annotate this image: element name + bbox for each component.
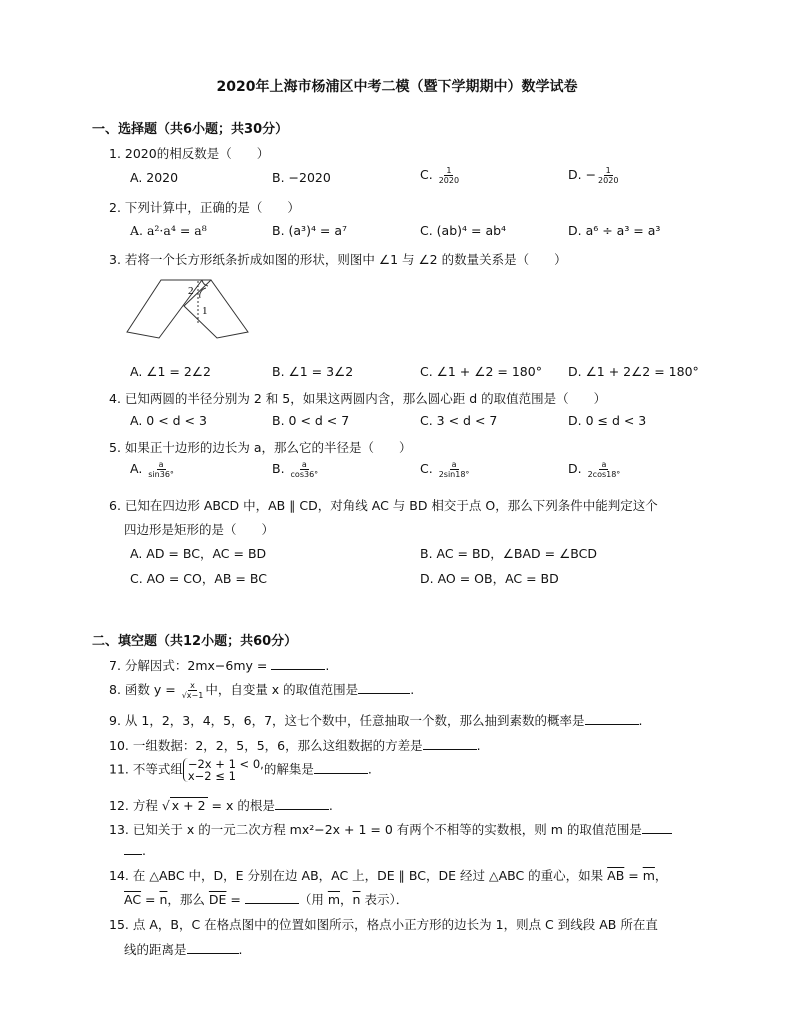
q2-option-c: C. (ab)⁴ = ab⁴ [420, 223, 507, 238]
q5-option-c [420, 460, 471, 479]
q14-hint-open: （用 [298, 892, 328, 907]
q14-eq-2: = [141, 892, 160, 907]
q5-option-a [130, 460, 176, 479]
q11-text-2: 的解集是 [263, 761, 314, 777]
q14-vector-m: $\overline{m}$ [642, 868, 655, 883]
question-13-line1 [109, 820, 672, 838]
q14-vector-de: $\overline{DE}$ [208, 892, 227, 907]
q14-eq-3: = [226, 892, 245, 907]
q5-d-num: a [601, 460, 607, 469]
question-8 [109, 680, 414, 700]
q8-end: . [410, 682, 415, 697]
q9-text: 9. 从 1，2，3，4，5，6，7，这七个数中，任意抽取一个数，那么抽到素数的概率是 [109, 713, 585, 728]
q3-option-b: B. ∠1 = 3∠2 [272, 364, 354, 379]
angle-2-label: 2 [188, 285, 194, 297]
q1-c-den: 2020 [438, 176, 460, 185]
q11-text: 11. 不等式组 [109, 761, 183, 777]
question-7 [109, 656, 329, 674]
q3-option-d: D. ∠1 + 2∠2 = 180° [568, 364, 699, 379]
question-12 [109, 796, 333, 814]
q11-answer-blank[interactable] [314, 772, 368, 774]
strip-right-part [184, 280, 248, 338]
question-6-stem-line2: 四边形是矩形的是（ ） [124, 522, 275, 537]
q8-text-2: 中，自变量 x 的取值范围是 [205, 682, 359, 697]
q14-text: 14. 在 △ABC 中，D，E 分别在边 AB，AC 上，DE ∥ BC，DE 经过 △ABC 的重心，如果 [109, 868, 608, 883]
q2-option-d: D. a⁶ ÷ a³ = a³ [568, 223, 661, 238]
q5-b-prefix: B. [272, 461, 289, 476]
q8-den: √x−1 [181, 691, 204, 700]
question-3-stem: 3. 若将一个长方形纸条折成如图的形状，则图中 ∠1 与 ∠2 的数量关系是（ ） [109, 252, 567, 267]
q9-answer-blank[interactable] [585, 723, 639, 725]
q14-then: ，那么 [167, 892, 209, 907]
q14-hint-close: 表示）． [360, 892, 409, 907]
q5-option-b [272, 460, 320, 479]
q5-d-fraction [586, 460, 623, 479]
q1-option-a: A. 2020 [130, 170, 179, 185]
sqrt-symbol: √ [161, 798, 170, 813]
question-14-line2 [124, 890, 408, 908]
q14-comma-1: ， [654, 868, 668, 883]
q5-d-prefix: D. [568, 461, 586, 476]
q10-text: 10. 一组数据：2，2，5，5，6，那么这组数据的方差是 [109, 738, 423, 753]
q6-option-b: B. AC = BD，∠BAD = ∠BCD [420, 546, 597, 561]
q4-option-d: D. 0 ≤ d < 3 [568, 413, 647, 428]
question-9 [109, 711, 643, 729]
q8-num: x [190, 681, 195, 690]
q7-answer-blank[interactable] [271, 668, 325, 670]
q5-option-d [568, 460, 622, 479]
question-11 [109, 758, 372, 782]
q1-option-d-fraction [596, 166, 620, 185]
q14-hint-vector-n: $\overline{n}$ [352, 892, 361, 907]
angle-2-arc [202, 280, 208, 286]
q2-option-b: B. (a³)⁴ = a⁷ [272, 223, 348, 238]
q5-c-fraction [437, 460, 472, 479]
q12-end: . [328, 798, 333, 813]
q6-option-c: C. AO = CO，AB = BC [130, 571, 267, 586]
q14-hint-sep: ， [340, 892, 353, 907]
q14-answer-blank[interactable] [245, 902, 299, 904]
q12-text: 12. 方程 [109, 798, 162, 813]
question-5-stem: 5. 如果正十边形的边长为 a，那么它的半径是（ ） [109, 440, 412, 455]
q14-vector-n: $\overline{n}$ [159, 892, 168, 907]
question-1-stem: 1. 2020的相反数是（ ） [109, 146, 270, 161]
question-13-line2 [124, 843, 146, 858]
q5-a-den: sin36° [148, 470, 174, 479]
q5-b-num: a [301, 460, 307, 469]
q1-option-c [420, 166, 461, 185]
q6-option-a: A. AD = BC，AC = BD [130, 546, 267, 561]
question-15-line1: 15. 点 A，B，C 在格点图中的位置如图所示，格点小正方形的边长为 1，则点 C 到线段 AB 所在直 [109, 917, 658, 932]
q3-option-a: A. ∠1 = 2∠2 [130, 364, 211, 379]
q4-option-a: A. 0 < d < 3 [130, 413, 207, 428]
q13-answer-blank-cont[interactable] [124, 853, 142, 855]
q13-end: . [142, 843, 146, 858]
q5-a-num: a [158, 460, 164, 469]
q1-option-c-prefix: C. [420, 167, 437, 182]
q7-end: . [325, 658, 330, 673]
q5-a-prefix: A. [130, 461, 147, 476]
q11-ineq-1: −2x + 1 < 0, [187, 757, 264, 771]
q6-option-d: D. AO = OB，AC = BD [420, 571, 559, 586]
q8-fraction [180, 681, 206, 700]
section-fill-heading: 二、填空题（共12小题；共60分） [92, 634, 298, 649]
q5-c-prefix: C. [420, 461, 437, 476]
q14-vector-ab: $\overline{AB}$ [607, 868, 625, 883]
section-choice-heading: 一、选择题（共6小题；共30分） [92, 122, 289, 137]
q14-hint-vector-m: $\overline{m}$ [327, 892, 341, 907]
q14-vector-ac: $\overline{AC}$ [124, 892, 142, 907]
question-2-stem: 2. 下列计算中，正确的是（ ） [109, 200, 300, 215]
q1-d-den: 2020 [598, 176, 619, 185]
q5-b-fraction [289, 460, 321, 479]
q10-answer-blank[interactable] [423, 748, 477, 750]
q15-text-2: 线的距离是 [124, 942, 187, 957]
q4-option-c: C. 3 < d < 7 [420, 413, 498, 428]
q10-end: . [476, 738, 481, 753]
q11-ineq-2: x−2 ≤ 1 [187, 769, 236, 783]
folded-paper-strip-figure [124, 276, 254, 340]
q1-option-b: B. −2020 [272, 170, 331, 185]
q12-text-2: = x 的根是 [207, 798, 275, 813]
q13-answer-blank[interactable] [642, 832, 672, 834]
angle-1-label: 1 [202, 305, 208, 317]
q11-inequality-system [183, 758, 264, 782]
q9-end: . [638, 713, 643, 728]
q1-option-c-fraction [437, 166, 461, 185]
q12-answer-blank[interactable] [275, 808, 329, 810]
q3-option-c: C. ∠1 + ∠2 = 180° [420, 364, 542, 379]
q1-c-num: 1 [446, 166, 452, 175]
question-15-line2 [124, 940, 243, 958]
question-6-stem-line1: 6. 已知在四边形 ABCD 中，AB ∥ CD，对角线 AC 与 BD 相交于点 O，那么下列条件中能判定这个 [109, 498, 658, 513]
q5-c-den: 2sin18° [438, 470, 470, 479]
q12-radicand: x + 2 [171, 798, 206, 813]
q8-answer-blank[interactable] [358, 692, 410, 694]
q5-b-den: cos36° [290, 470, 319, 479]
q2-option-a: A. a²·a⁴ = a⁸ [130, 223, 207, 238]
question-10 [109, 736, 481, 754]
q11-end: . [367, 761, 372, 777]
question-14-line1 [109, 866, 667, 884]
q1-option-d [568, 166, 620, 185]
q4-option-b: B. 0 < d < 7 [272, 413, 350, 428]
q15-end: . [238, 942, 243, 957]
question-4-stem: 4. 已知两圆的半径分别为 2 和 5，如果这两圆内含，那么圆心距 d 的取值范围是（ ） [109, 391, 607, 406]
q5-d-den: 2cos18° [587, 470, 621, 479]
q8-text: 8. 函数 y = [109, 682, 180, 697]
q1-d-num: 1 [605, 166, 611, 175]
q5-a-fraction [146, 460, 176, 479]
q5-c-num: a [451, 460, 457, 469]
exam-title: 2020年上海市杨浦区中考二模（暨下学期期中）数学试卷 [216, 79, 578, 95]
q14-eq-1: = [624, 868, 643, 883]
q1-option-d-prefix: D. − [568, 167, 597, 182]
q7-text: 7. 分解因式：2mx−6my = [109, 658, 272, 673]
q13-text: 13. 已知关于 x 的一元二次方程 mx²−2x + 1 = 0 有两个不相等的实数根，则 m 的取值范围是 [109, 822, 642, 837]
q15-answer-blank[interactable] [187, 952, 239, 954]
